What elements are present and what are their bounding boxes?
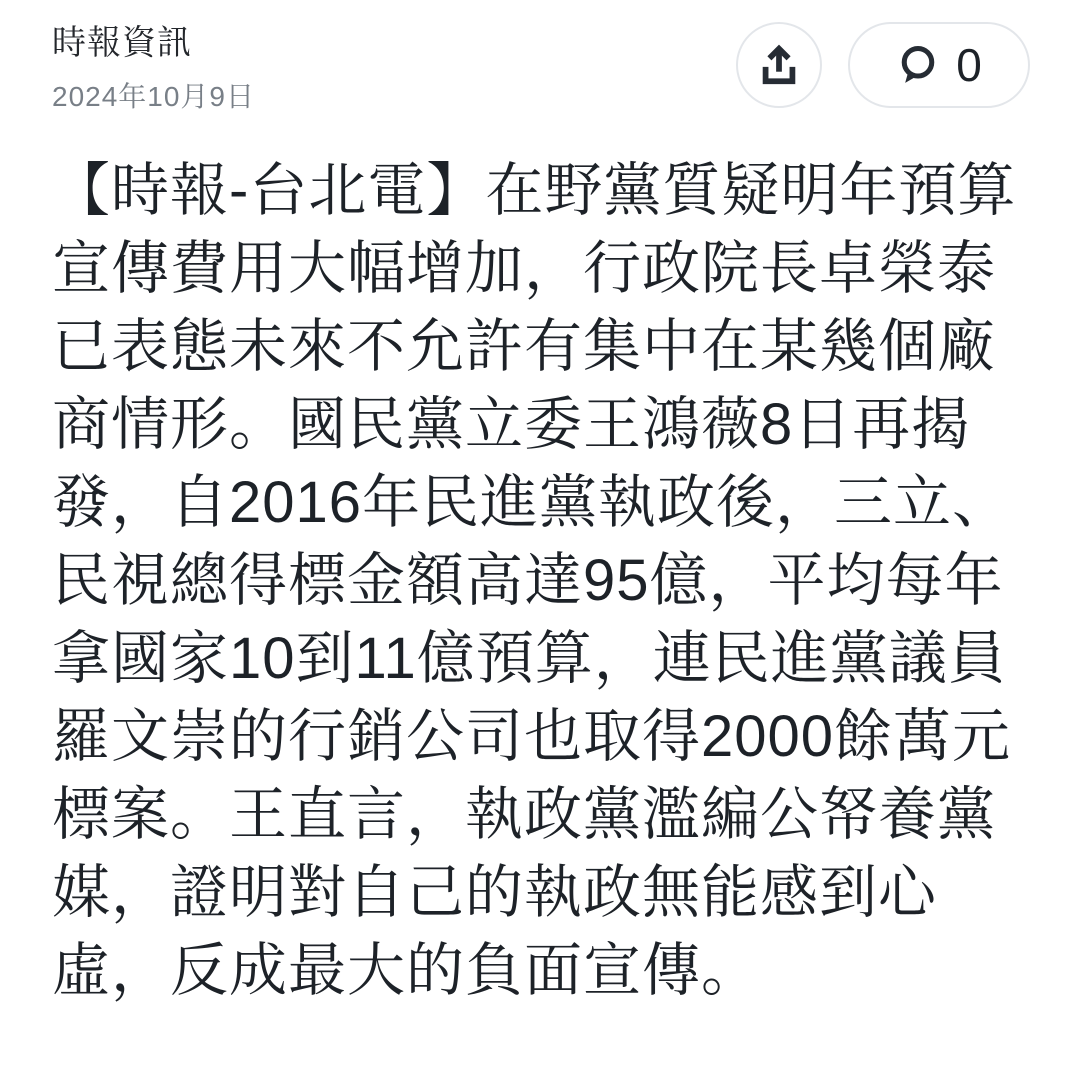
source-block — [52, 20, 255, 116]
comment-count: 0 — [956, 39, 982, 91]
article-body — [52, 152, 1030, 1010]
article-header — [52, 20, 1030, 116]
share-button[interactable] — [736, 22, 822, 108]
publish-date: 2024年10月9日 — [52, 81, 256, 112]
share-upload-icon — [756, 42, 802, 88]
article-paragraph: 【時報-台北電】在野黨質疑明年預算宣傳費用大幅增加，行政院長卓榮泰已表態未來不允許有集中在某幾個廠商情形。國民黨立委王鴻薇8日再揭發，自2016年民進黨執政後，三立、民視總得標金額高達95億，平均每年拿國家10到11億預算，連民進黨議員羅文崇的行銷公司也取得2000餘萬元標案。王直言，執政黨濫編公帑養黨媒，證明對自己的執政無能感到心虛，反成最大的負面宣傳。 — [52, 158, 1017, 1003]
speech-bubble-icon — [896, 43, 940, 87]
source-name[interactable]: 時報資訊 — [52, 24, 192, 62]
comment-button[interactable] — [848, 22, 1030, 108]
action-buttons — [736, 22, 1030, 108]
